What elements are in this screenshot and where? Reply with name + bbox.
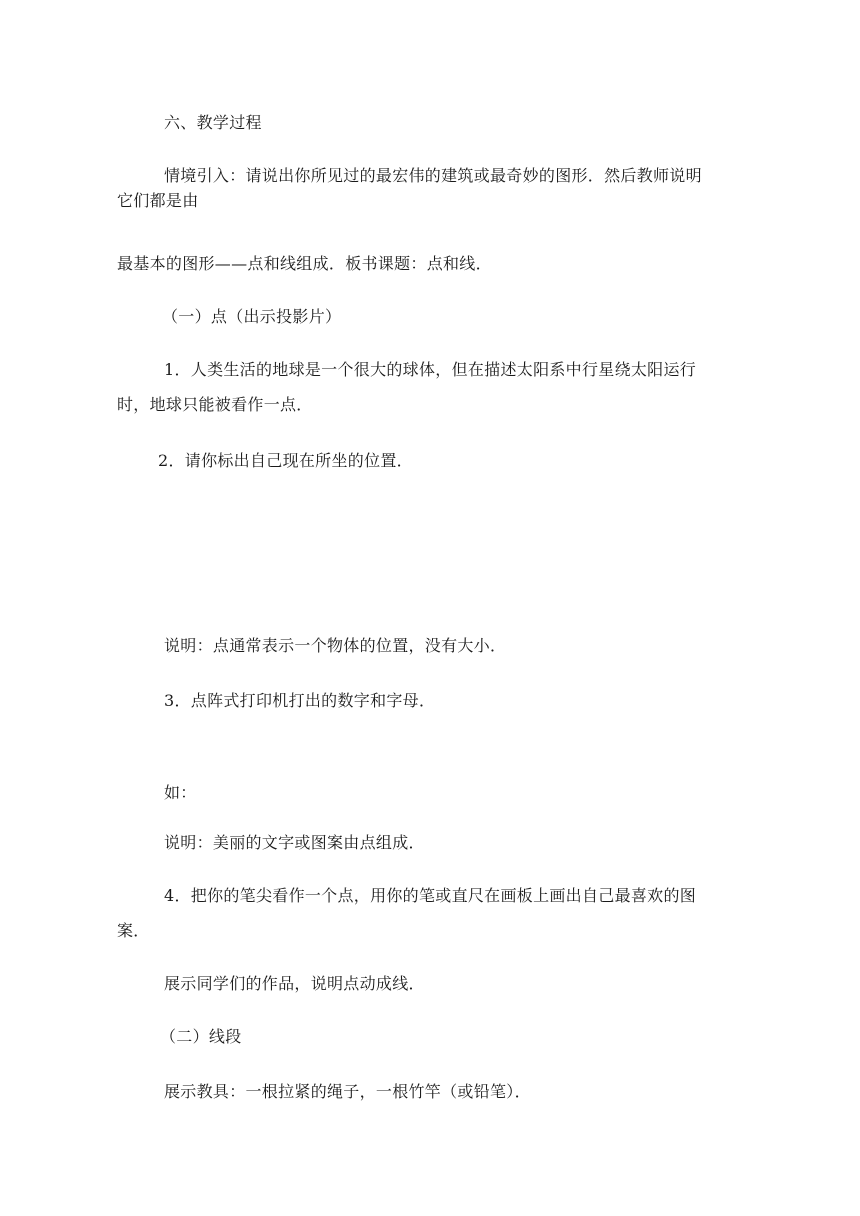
item-4-text: 案．: [117, 921, 150, 940]
part1-heading: （一）点（出示投影片）: [162, 307, 342, 326]
intro-text-line: 情境引入：请说出你所见过的最宏伟的建筑或最奇妙的图形．然后教师说明: [164, 166, 702, 185]
item-3-text: 3．点阵式打印机打出的数字和字母．: [164, 691, 436, 710]
item-4-text: 4．把你的笔尖看作一个点，用你的笔或直尺在画板上画出自己最喜欢的图: [164, 886, 697, 905]
item-1-text: 1．人类生活的地球是一个很大的球体，但在描述太阳系中行星绕太阳运行: [164, 360, 697, 379]
item-1-text: 时，地球只能被看作一点．: [117, 395, 313, 414]
item-2-text: 2．请你标出自己现在所坐的位置．: [158, 451, 413, 470]
note-1-text: 说明：点通常表示一个物体的位置，没有大小．: [164, 636, 507, 655]
show-works-text: 展示同学们的作品，说明点动成线．: [164, 974, 425, 993]
note-2-text: 说明：美丽的文字或图案由点组成．: [164, 833, 425, 852]
teaching-aids-text: 展示教具：一根拉紧的绳子，一根竹竿（或铅笔）．: [164, 1082, 531, 1101]
intro-text-line: 最基本的图形——点和线组成．板书课题：点和线．: [117, 254, 492, 273]
section-title: 六、教学过程: [164, 113, 262, 132]
example-label: 如：: [164, 783, 197, 802]
intro-text-line: 它们都是由: [117, 191, 199, 210]
part2-heading: （二）线段: [160, 1027, 242, 1046]
